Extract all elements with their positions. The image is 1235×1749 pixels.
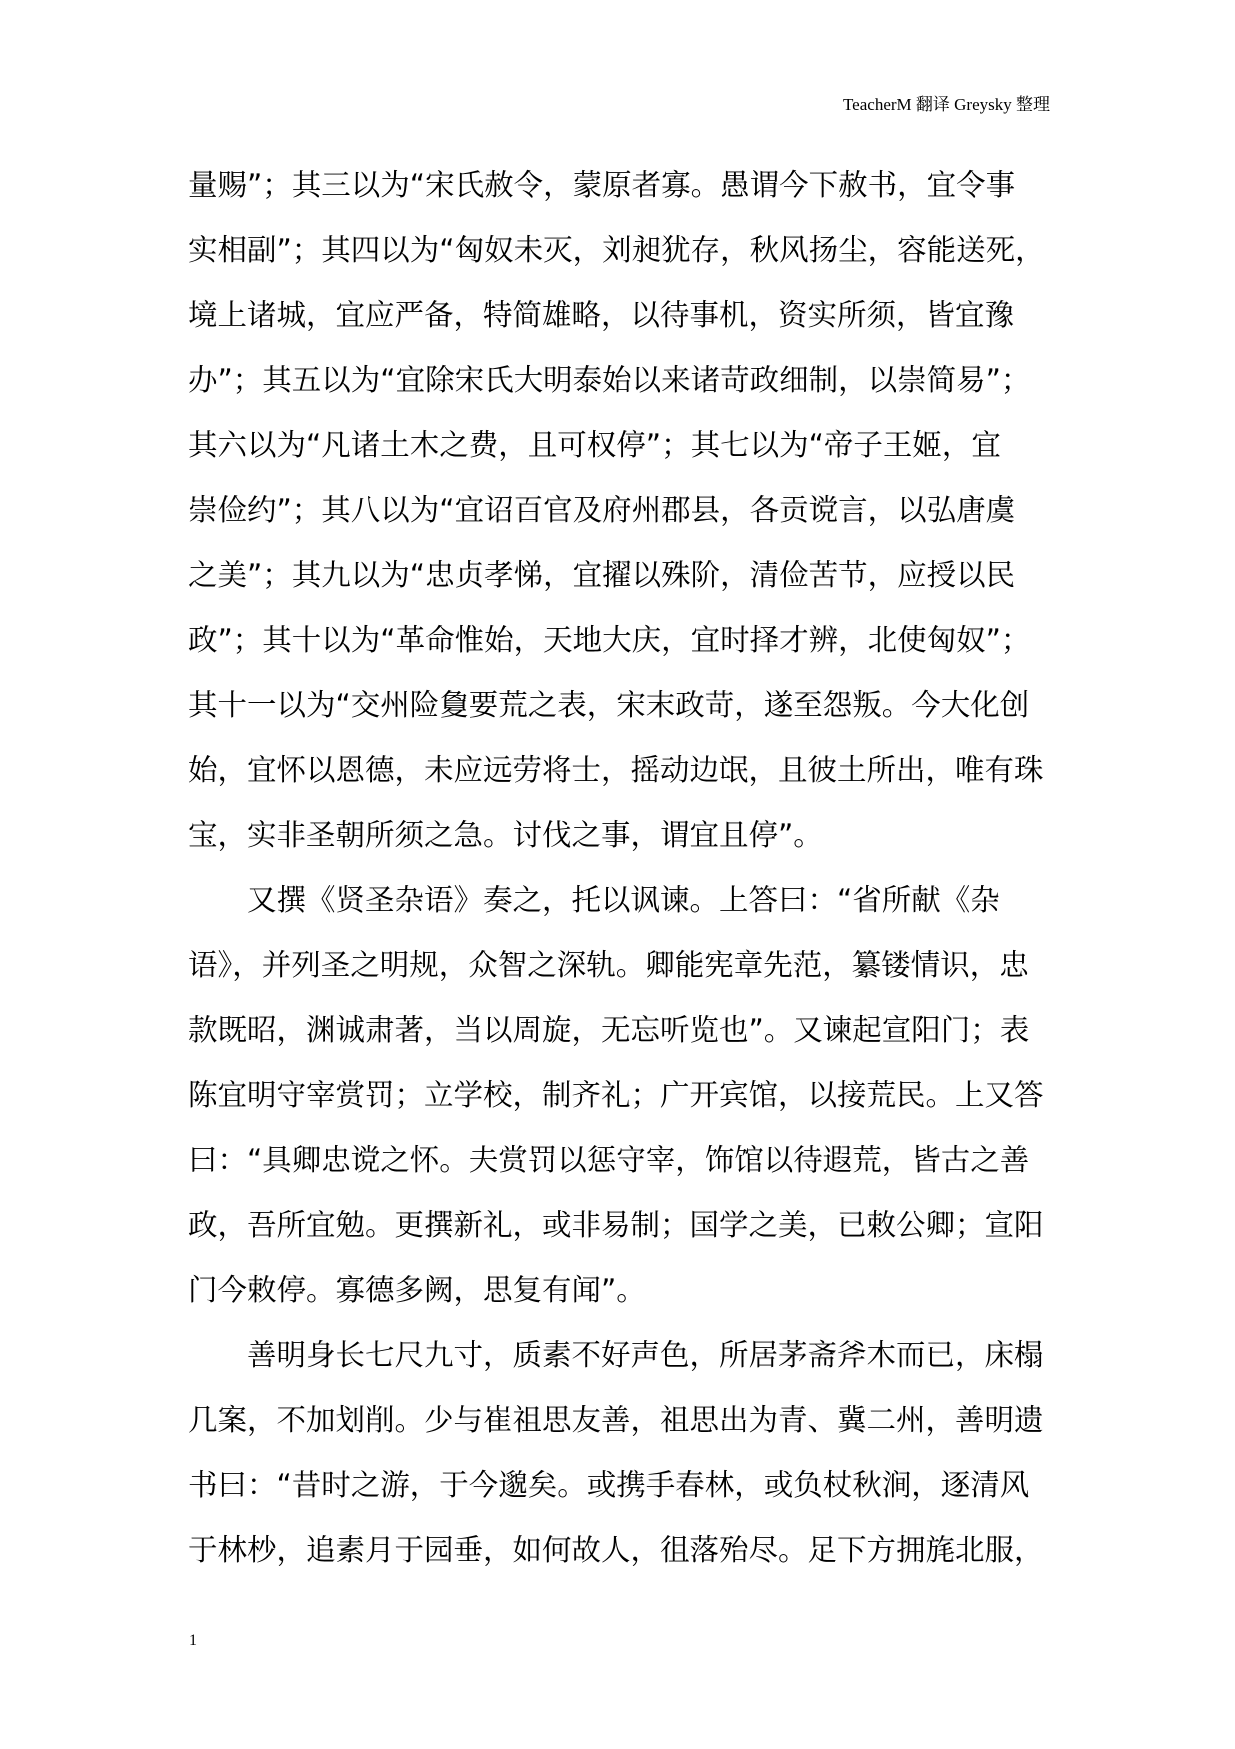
page-header: TeacherM 翻译 Greysky 整理 [842, 95, 1050, 114]
text-line-indent: 善明身长七尺九寸，质素不好声色，所居茅斋斧木而已，床榻 [247, 1338, 1044, 1372]
text-line: 办”；其五以为“宜除宋氏大明泰始以来诸苛政细制，以崇简易”； [188, 363, 1031, 397]
text-line: 境上诸城，宜应严备，特简雄略，以待事机，资实所须，皆宜豫 [188, 298, 1015, 332]
text-line: 始，宜怀以恩德，未应远劳将士，摇动边氓，且彼土所出，唯有珠 [188, 753, 1044, 787]
text-line: 语》，并列圣之明规，众智之深轨。卿能宪章先范，纂镂情识，忠 [188, 948, 1029, 982]
text-line: 宝，实非圣朝所须之急。讨伐之事，谓宜且停”。 [188, 818, 823, 852]
text-line: 政”；其十以为“革命惟始，天地大庆，宜时择才辨，北使匈奴”； [188, 623, 1031, 657]
text-line: 曰：“具卿忠谠之怀。夫赏罚以惩守宰，饰馆以待遐荒，皆古之善 [188, 1143, 1030, 1177]
page-number: 1 [189, 1632, 197, 1649]
text-line: 其十一以为“交州险敻要荒之表，宋末政苛，遂至怨叛。今大化创 [188, 688, 1030, 722]
text-line: 政，吾所宜勉。更撰新礼，或非易制；国学之美，已敕公卿；宣阳 [188, 1208, 1044, 1242]
text-line: 款既昭，渊诚肃著，当以周旋，无忘听览也”。又谏起宣阳门；表 [188, 1013, 1030, 1047]
text-line: 其六以为“凡诸土木之费，且可权停”；其七以为“帝子王姬，宜 [188, 428, 1001, 462]
text-line: 之美”；其九以为“忠贞孝悌，宜擢以殊阶，清俭苦节，应授以民 [188, 558, 1016, 592]
text-line: 量赐”；其三以为“宋氏赦令，蒙原者寡。愚谓今下赦书，宜令事 [188, 168, 1016, 202]
text-line: 陈宜明守宰赏罚；立学校，制齐礼；广开宾馆，以接荒民。上又答 [188, 1078, 1044, 1112]
text-line: 于林杪，追素月于园垂，如何故人，徂落殆尽。足下方拥旄北服， [188, 1533, 1044, 1567]
text-line: 门今敕停。寡德多阙，思复有闻”。 [188, 1273, 646, 1307]
text-line-indent: 又撰《贤圣杂语》奏之，托以讽谏。上答曰：“省所献《杂 [247, 883, 1000, 917]
text-line: 书曰：“昔时之游，于今邈矣。或携手春林，或负杖秋涧，逐清风 [188, 1468, 1030, 1502]
document-body [188, 153, 1058, 1583]
text-line: 崇俭约”；其八以为“宜诏百官及府州郡县，各贡谠言，以弘唐虞 [188, 493, 1016, 527]
text-line: 实相副”；其四以为“匈奴未灭，刘昶犹存，秋风扬尘，容能送死， [188, 233, 1045, 267]
text-line: 几案，不加划削。少与崔祖思友善，祖思出为青、冀二州，善明遗 [188, 1403, 1044, 1437]
